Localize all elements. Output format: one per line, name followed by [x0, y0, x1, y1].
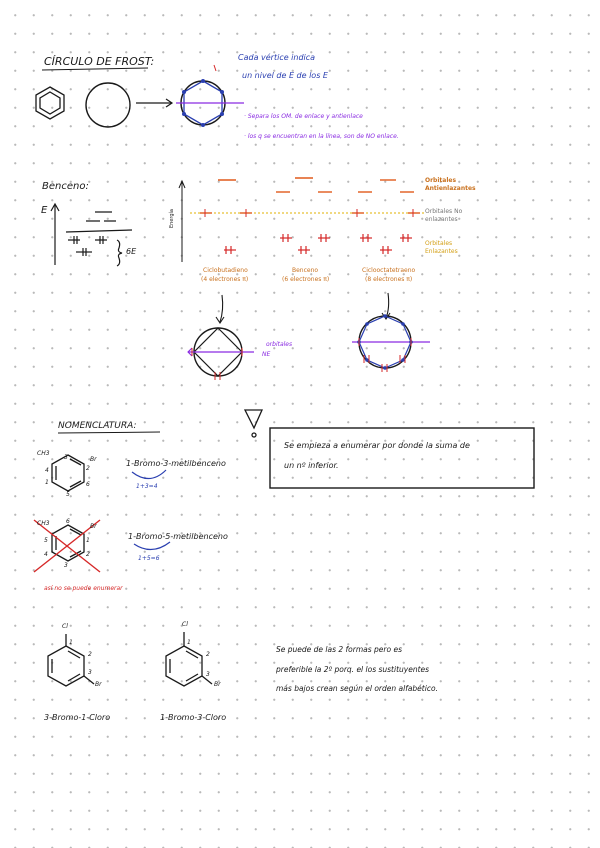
right-note-line1: Se puede de las 2 formas pero es [276, 645, 402, 654]
warning-icon [245, 410, 262, 437]
ex2-n1: 1 [86, 537, 90, 544]
ex1-n6: 6 [86, 481, 90, 488]
ex2-note: así no se puede enumerar [44, 585, 123, 592]
cyclooctatetraene-frost-circle [352, 314, 430, 372]
note-box [270, 428, 534, 488]
frost-note-line2: un nivel de E de los E [242, 71, 328, 80]
ex3-n1: 1 [69, 639, 73, 646]
ex1-n1: 1 [45, 479, 49, 486]
ex1-sum: 1+3=4 [136, 483, 158, 490]
ex3-cl-label: Cl [62, 623, 68, 630]
frost-note-line1: Cada vértice indica [238, 53, 316, 62]
box-text-line1: Se empieza a enumerar por donde la suma de [284, 441, 470, 450]
ex2-n4: 4 [44, 551, 48, 558]
ex3-name: 3-Bromo-1-Cloro [44, 713, 111, 722]
ex1-sum-arc [132, 470, 166, 479]
ex2-sum-arc [134, 542, 170, 550]
ex2-n2: 2 [86, 551, 90, 558]
frost-title: CÍRCULO DE FROST: [44, 55, 155, 68]
ex2-n3: 3 [64, 562, 68, 569]
label-nonbonding-1: Orbitales No [425, 208, 463, 215]
ex4-n1: 1 [187, 639, 191, 646]
ex4-n3: 3 [206, 671, 210, 678]
ex4-name: 1-Bromo-3-Cloro [160, 713, 227, 722]
label-antibonding-2: Antienlazantes [425, 185, 476, 192]
nomenclature-underline [58, 432, 160, 433]
ex4-cl-label: Cl [182, 621, 188, 628]
label-bonding-1: Orbitales [425, 240, 453, 247]
molecule-electrons-1: (4 electrones π) [201, 276, 249, 283]
ex4-br-label: Br [214, 681, 221, 688]
ex2-sum: 1+5=6 [138, 555, 160, 562]
ex2-ch3-label: CH3 [37, 520, 50, 527]
ex1-name: 1-Bromo-3-metilbenceno [126, 459, 226, 468]
energy-axis [179, 181, 185, 262]
frost-bullet2: · los q se encuentran en la línea, son de NO enlace. [244, 133, 399, 140]
ex1-n2: 2 [86, 465, 90, 472]
frost-circle [86, 83, 130, 127]
molecule-name-1: Ciclobutadieno [203, 267, 248, 274]
nonbonding-note-2: NE [262, 351, 271, 358]
ex3-br-label: Br [95, 681, 102, 688]
ex1-n4: 4 [45, 467, 49, 474]
ex2-n6: 6 [66, 518, 70, 525]
cyclobutadiene-frost-circle [188, 328, 254, 380]
molecule-electrons-2: (6 electrones π) [282, 276, 330, 283]
label-bonding-2: Enlazantes [425, 248, 458, 255]
ex1-br-label: Br [90, 456, 97, 463]
right-note-line2: preferible la 2º porq. el los sustituyentes [276, 665, 430, 674]
nomenclature-title: NOMENCLATURA: [58, 421, 137, 431]
ex1-ch3-label: CH3 [37, 450, 50, 457]
benzene-e-axis: E [41, 205, 48, 216]
nonbonding-note-1: orbitales [266, 341, 293, 348]
label-antibonding-1: Orbitales [425, 177, 457, 184]
benzene-hexagon-icon [36, 87, 64, 119]
ex1-n3: 3 [64, 454, 68, 461]
ex2-n5: 5 [44, 537, 48, 544]
right-note-line3: más bajos crean según el orden alfabético. [276, 684, 438, 693]
benzene-energy-diagram [51, 204, 132, 266]
ex2-br-label: Br [90, 523, 97, 530]
ex1-benzene-ring [52, 455, 84, 491]
benzene-electrons-label: 6E [126, 247, 137, 256]
arrow-right-icon [136, 99, 172, 107]
antibonding-levels [218, 178, 414, 192]
box-text-line2: un nº inferior. [284, 461, 339, 470]
frost-circle-hexagon [176, 65, 244, 127]
nonbonding-arrows [205, 209, 413, 217]
ex1-n5: 5 [66, 491, 70, 498]
label-nonbonding-2: enlazantes [425, 216, 458, 223]
molecule-electrons-3: (8 electrones π) [365, 276, 413, 283]
title-underline [42, 68, 148, 70]
ex2-name: 1-Bromo-5-metilbenceno [128, 532, 228, 541]
frost-bullet1: · Separa los OM. de enlace y antienlace [244, 113, 363, 120]
molecule-name-3: Ciclooctatetraeno [362, 267, 416, 274]
molecule-name-2: Benceno [292, 267, 319, 274]
benzene-title: Benceno: [42, 181, 89, 192]
bonding-levels [224, 234, 412, 254]
down-arrow-icon [216, 293, 390, 323]
ex3-n3: 3 [88, 669, 92, 676]
ex3-n2: 2 [88, 651, 92, 658]
energy-axis-label: Energía [169, 209, 175, 228]
ex4-n2: 2 [206, 651, 210, 658]
